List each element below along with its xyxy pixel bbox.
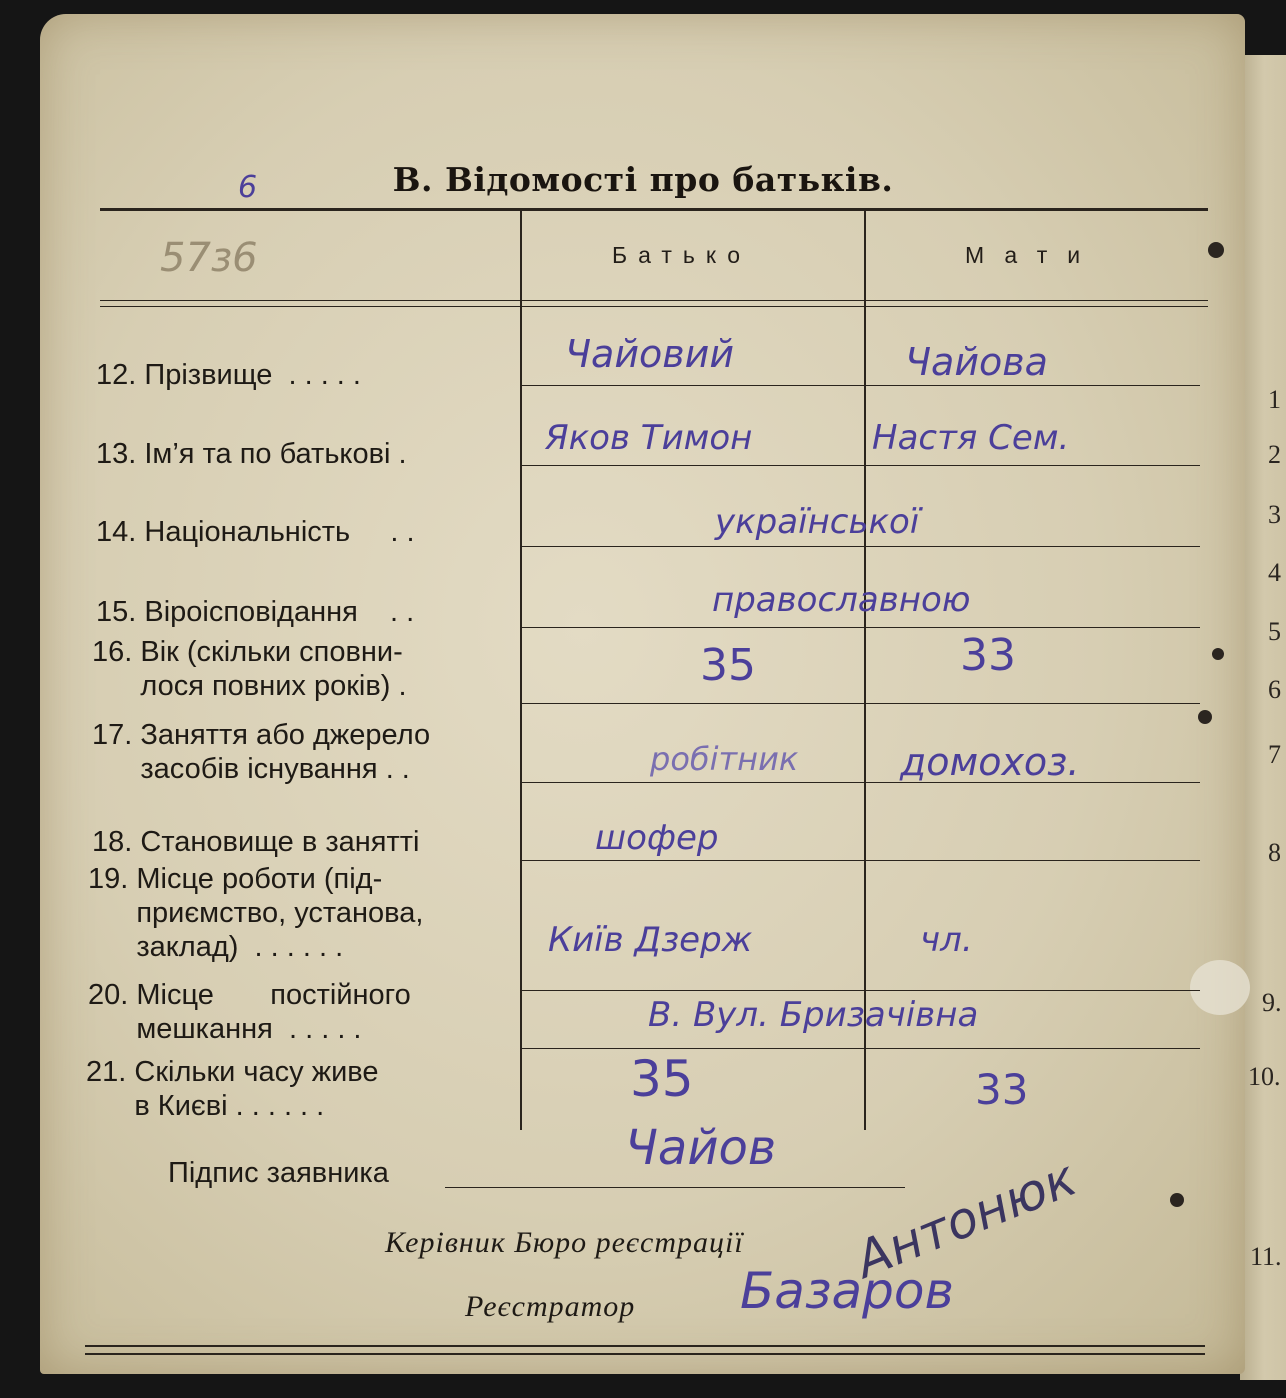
surname-mother: Чайова [905,340,1048,384]
next-page-number: 5 [1268,617,1281,646]
row-label-age: 16. Вік (скільки сповни- лося повних років) . [92,636,407,702]
row-rule [520,627,1200,628]
next-page-number: 1 [1268,385,1281,414]
row-rule [520,546,1200,547]
residence-both: В. Вул. Бризачівна [648,995,979,1035]
next-page-number: 8 [1268,838,1281,867]
age-mother: 33 [960,630,1016,681]
applicant-signature-label: Підпис заявника [168,1157,389,1189]
next-page-edge [1240,55,1286,1380]
next-page-number: 9. [1262,988,1282,1017]
column-divider [864,210,866,1130]
pen-mark: 6 [238,170,258,205]
head-of-bureau-label: Керівник Бюро реєстрації [385,1226,744,1259]
position-father: шофер [595,818,719,858]
row-label-years-in-kyiv: 21. Скільки часу живе в Києві . . . . . . [86,1056,379,1122]
next-page-number: 2 [1268,440,1281,469]
occupation-father: робітник [650,740,799,778]
column-divider [520,210,522,1130]
header-rule [100,306,1208,307]
religion-both: православною [712,580,971,620]
workplace-father: Київ Дзерж [548,920,753,960]
registrar-label: Реєстратор [465,1290,636,1323]
head-signature: Антонюк [847,1148,1085,1290]
age-father: 35 [700,640,756,691]
pencil-mark: 57з6 [160,235,258,281]
row-label-surname: 12. Прізвище . . . . . [96,359,361,391]
punch-hole [1208,242,1224,258]
row-rule [520,990,1200,991]
workplace-mother: чл. [920,920,973,960]
row-rule [520,860,1200,861]
row-label-residence: 20. Місце постійного мешкання . . . . . [88,979,411,1045]
punch-hole [1170,1193,1184,1207]
surname-father: Чайовий [565,332,735,376]
nationality-both: української [715,502,920,542]
next-page-number: 10. [1248,1062,1281,1091]
page-bottom-rule [85,1353,1205,1355]
years-father: 35 [630,1050,694,1108]
row-rule [520,703,1200,704]
next-page-number: 11. [1250,1242,1282,1271]
row-label-workplace: 19. Місце роботи (під- приємство, установа, заклад) . . . . . . [88,863,424,963]
column-header-father: Батько [612,242,752,268]
next-page-number: 6 [1268,675,1281,704]
next-page-number: 7 [1268,740,1281,769]
punch-hole [1198,710,1212,724]
row-rule [520,1048,1200,1049]
page-bottom-rule [85,1345,1205,1347]
years-mother: 33 [975,1065,1029,1114]
paper-tear [1190,960,1250,1015]
row-label-occupation: 17. Заняття або джерело засобів існування . . [92,719,431,785]
punch-hole [1212,648,1224,660]
column-header-mother: Мати [965,242,1101,268]
table-top-rule [100,208,1208,211]
next-page-number: 3 [1268,500,1281,529]
row-label-nationality: 14. Національність . . [96,516,415,548]
row-rule [520,465,1200,466]
row-rule [520,782,1200,783]
section-title: В. Відомості про батьків. [392,160,894,199]
row-label-name: 13. Ім’я та по батькові . [96,438,407,470]
row-rule [520,385,1200,386]
occupation-mother: домохоз. [900,740,1080,784]
signature-line [445,1187,905,1188]
next-page-number: 4 [1268,558,1281,587]
row-label-position: 18. Становище в занятті [92,826,420,858]
applicant-signature: Чайов [625,1120,777,1176]
name-father: Яков Тимон [545,418,753,458]
name-mother: Настя Сем. [872,418,1070,458]
registrar-signature: Базаров [740,1262,954,1320]
row-label-religion: 15. Віроісповідання . . [96,596,415,628]
header-rule [100,300,1208,301]
